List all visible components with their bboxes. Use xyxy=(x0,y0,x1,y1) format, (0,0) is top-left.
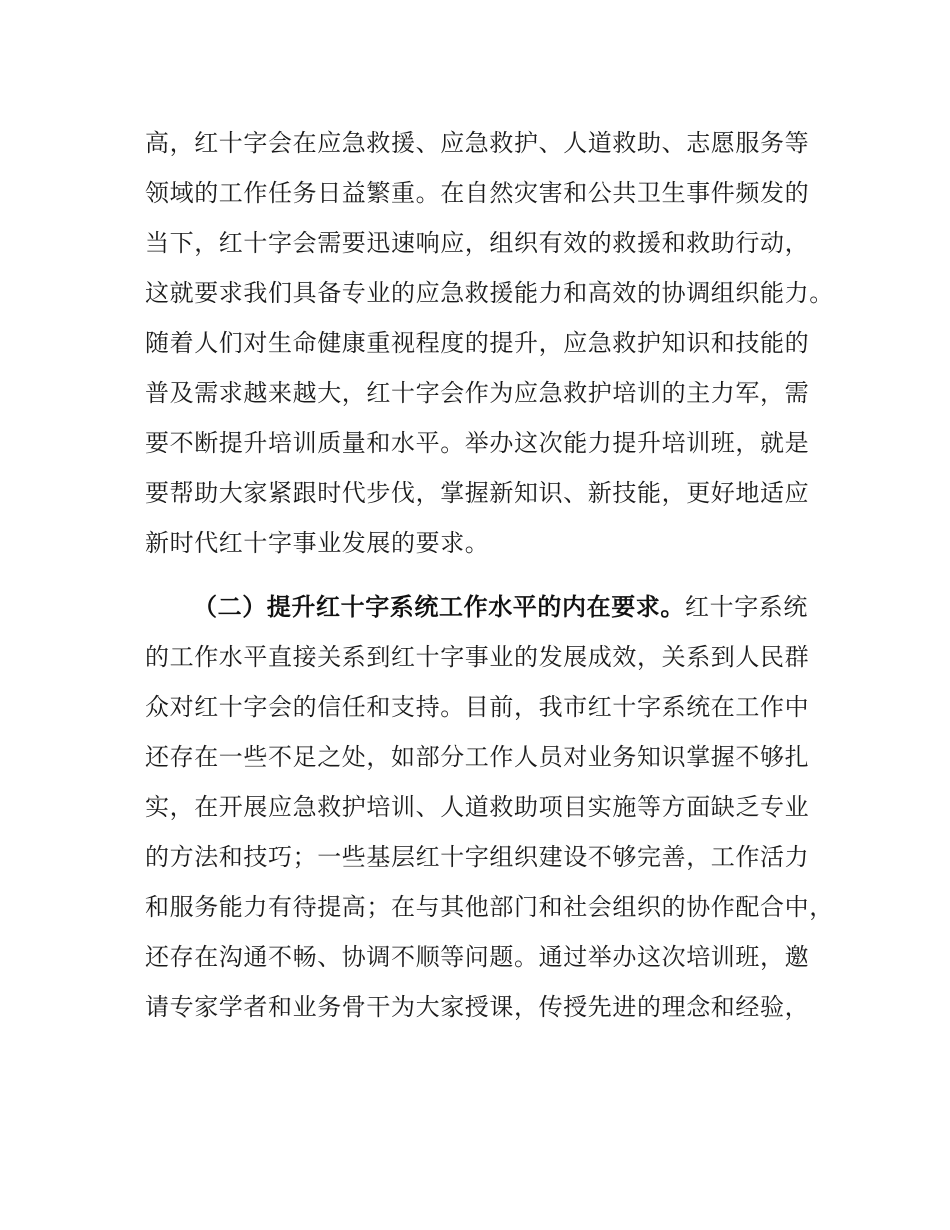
paragraph-2-line-2: 的工作水平直接关系到红十字事业的发展成效，关系到人民群 xyxy=(145,643,810,671)
paragraph-2-first-line-rest: 红十字系统 xyxy=(685,593,808,621)
paragraph-1-line-8: 要帮助大家紧跟时代步伐，掌握新知识、新技能，更好地适应 xyxy=(145,479,810,507)
paragraph-2-line-4: 还存在一些不足之处，如部分工作人员对业务知识掌握不够扎 xyxy=(145,743,810,771)
paragraph-2-first-line xyxy=(193,592,808,622)
paragraph-1-line-9: 新时代红十字事业发展的要求。 xyxy=(145,529,490,557)
paragraph-1-line-6: 普及需求越来越大，红十字会作为应急救护培训的主力军，需 xyxy=(145,379,810,407)
section-heading: （二）提升红十字系统工作水平的内在要求。 xyxy=(193,593,685,621)
paragraph-2-line-9: 请专家学者和业务骨干为大家授课，传授先进的理念和经验， xyxy=(145,993,810,1021)
paragraph-1-line-2: 领域的工作任务日益繁重。在自然灾害和公共卫生事件频发的 xyxy=(145,179,810,207)
paragraph-1-line-3: 当下，红十字会需要迅速响应，组织有效的救援和救助行动， xyxy=(145,229,810,257)
paragraph-2-line-8: 还存在沟通不畅、协调不顺等问题。通过举办这次培训班，邀 xyxy=(145,943,810,971)
paragraph-2-line-6: 的方法和技巧；一些基层红十字组织建设不够完善，工作活力 xyxy=(145,843,810,871)
paragraph-1-line-5: 随着人们对生命健康重视程度的提升，应急救护知识和技能的 xyxy=(145,329,810,357)
paragraph-1-line-4: 这就要求我们具备专业的应急救援能力和高效的协调组织能力。 xyxy=(145,279,834,307)
paragraph-2-line-7: 和服务能力有待提高；在与其他部门和社会组织的协作配合中， xyxy=(145,893,834,921)
paragraph-1-line-7: 要不断提升培训质量和水平。举办这次能力提升培训班，就是 xyxy=(145,429,810,457)
paragraph-2-line-3: 众对红十字会的信任和支持。目前，我市红十字系统在工作中 xyxy=(145,693,810,721)
paragraph-2-line-5: 实，在开展应急救护培训、人道救助项目实施等方面缺乏专业 xyxy=(145,793,810,821)
paragraph-1-line-1: 高，红十字会在应急救援、应急救护、人道救助、志愿服务等 xyxy=(145,129,810,157)
